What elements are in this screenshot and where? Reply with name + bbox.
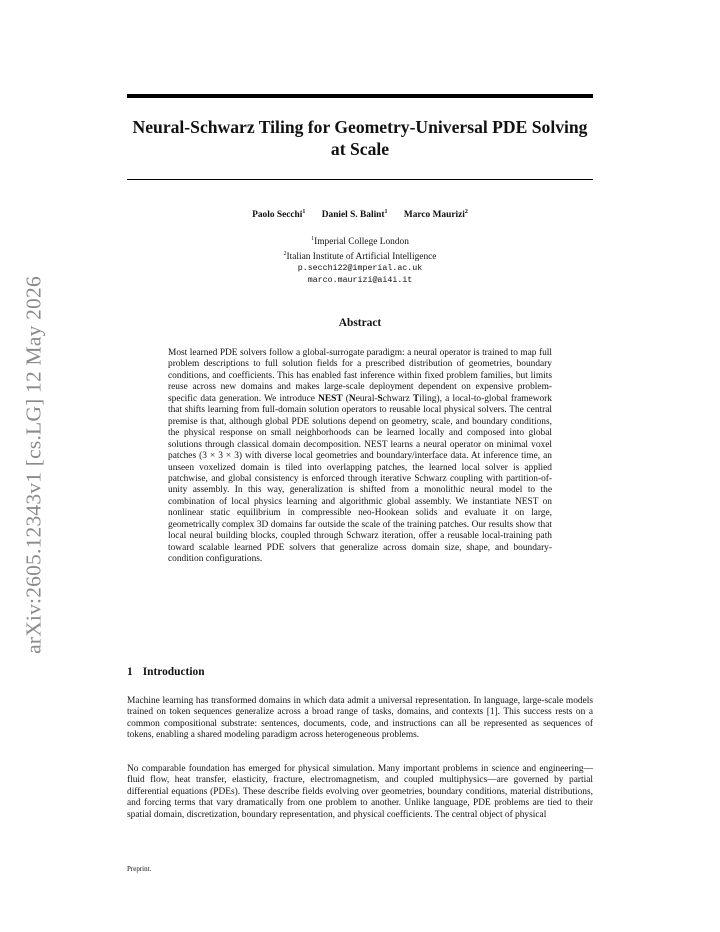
section-heading — [127, 666, 205, 678]
affiliation-name: Italian Institute of Artificial Intelligence — [286, 252, 437, 263]
paper-title: Neural-Schwarz Tiling for Geometry-Universal PDE Solving at Scale — [132, 117, 588, 159]
author — [404, 210, 468, 220]
section-number: 1 — [127, 666, 133, 678]
author — [322, 210, 388, 220]
email: p.secchi22@imperial.ac.uk — [297, 264, 423, 274]
author-affil-mark: 1 — [384, 209, 388, 215]
author — [252, 210, 305, 220]
body-paragraph: Machine learning has transformed domains in which data admit a universal representation. In language, large-scale models trained on token sequences generalize across a broad range of tasks, domains, and contexts [1]. This success rests on a common compositional substrate: sentences, documents, code, and instructions can all be represented as sequences of tokens, enabling a shared modeling paradigm across heterogeneous problems. — [127, 696, 593, 741]
affiliations — [127, 233, 593, 287]
affiliation-mark: 1 — [311, 236, 315, 242]
title-top-rule — [127, 94, 593, 98]
author-affil-mark: 2 — [464, 209, 468, 215]
abstract-text: Most learned PDE solvers follow a global-surrogate paradigm: a neural operator is trained to map full problem descriptions to full solution fields for a prescribed distribution of geometries, boundary conditions, and coefficients. This has enabled fast inference within fixed problem families, but limits reuse across new domains and makes large-scale deployment dependent on expensive problem-specific data generation. We introduce NEST (Neural-Schwarz Tiling), a local-to-global framework that shifts learning from full-domain solution operators to reusable local physical solvers. The central premise is that, although global PDE solutions depend on geometry, scale, and boundary conditions, the physical response on small neighborhoods can be learned locally and composed into global solutions through classical domain decomposition. NEST learns a neural operator on minimal voxel patches (3 × 3 × 3) with diverse local geometries and boundary/interface data. At inference time, an unseen voxelized domain is tiled into overlapping patches, the learned local solver is applied patchwise, and global consistency is enforced through iterative Schwarz coupling with partition-of-unity assembly. In this way, generalization is shifted from a monolithic neural model to the combination of local physics learning and algorithmic global assembly. We instantiate NEST on nonlinear static equilibrium in compressible neo-Hookean solids and evaluate it on large, geometrically complex 3D domains far outside the scale of the training patches. Our results show that local neural building blocks, coupled through Schwarz iteration, offer a reusable local-training path toward scalable learned PDE solvers that generalize across domain size, shape, and boundary-condition configurations. — [168, 348, 552, 565]
footer-note: Preprint. — [127, 865, 152, 873]
email: marco.maurizi@ai4i.it — [307, 276, 413, 286]
arxiv-stamp-text: arXiv:2605.12343v1 [cs.LG] 12 May 2026 — [21, 276, 46, 654]
author-list — [127, 209, 593, 220]
author-affil-mark: 1 — [302, 209, 306, 215]
arxiv-stamp — [21, 255, 47, 675]
author-name: Paolo Secchi — [252, 210, 303, 221]
author-name: Marco Maurizi — [403, 210, 465, 221]
affiliation-name: Imperial College London — [314, 237, 409, 248]
title-bottom-rule — [127, 179, 593, 180]
body-paragraph: No comparable foundation has emerged for physical simulation. Many important problems in science and engineering—fluid flow, heat transfer, elasticity, fracture, electromagnetism, and coupled multiphysics—are governed by partial differential equations (PDEs). These describe fields evolving over geometries, boundary conditions, material distributions, and forcing terms that vary dramatically from one problem to another. Unlike language, PDE problems are tied to their spatial domain, discretization, boundary representation, and physical coefficients. The central object of physical — [127, 764, 593, 820]
affiliation — [127, 248, 593, 263]
nest-name: NEST — [318, 393, 343, 404]
author-name: Daniel S. Balint — [321, 210, 385, 221]
section-title: Introduction — [142, 666, 205, 678]
abstract-heading: Abstract — [338, 317, 382, 329]
affiliation-mark: 2 — [283, 251, 287, 258]
affiliation — [127, 233, 593, 248]
